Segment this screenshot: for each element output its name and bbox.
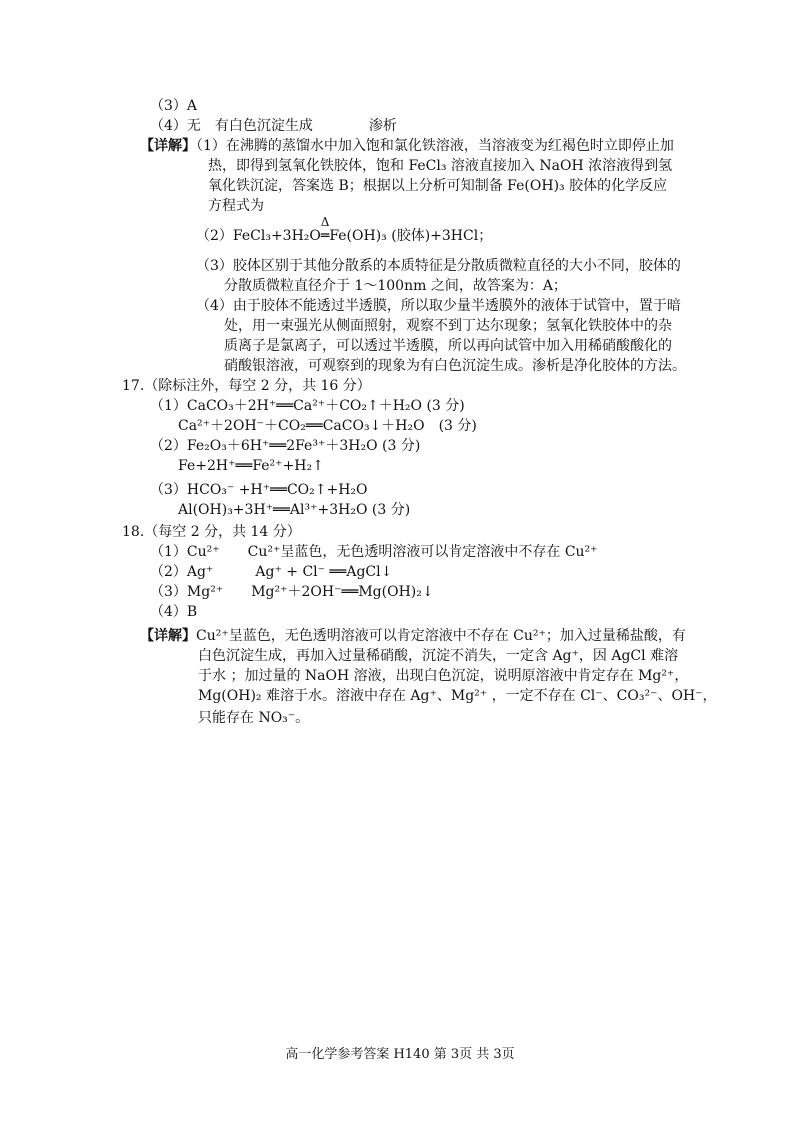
q17-header: 17.（除标注外，每空 2 分，共 16 分）: [122, 378, 371, 394]
q16-detail-4-line-3: 质离子是氯离子，可以透过半透膜，所以再向试管中加入用稀硝酸酸化的: [224, 338, 672, 354]
q16-detail-line-2: 热，即得到氢氧化铁胶体，饱和 FeCl₃ 溶液直接加入 NaOH 浓溶液得到氢: [208, 158, 673, 174]
q18-detail-line-2: 白色沉淀生成，再加入过量稀硝酸，沉淀不消失，一定含 Ag⁺，因 AgCl 难溶: [198, 648, 679, 664]
q16-detail-line-4: 方程式为: [208, 198, 264, 214]
q16-detail-line-1: 【详解】（1）在沸腾的蒸馏水中加入饱和氯化铁溶液，当溶液变为红褐色时立即停止加: [140, 138, 674, 154]
q16-equation-2: （2）FeCl₃+3H₂O Δ ═Fe(OH)₃ (胶体)+3HCl；: [196, 215, 493, 244]
page-footer: 高一化学参考答案 H140 第 3页 共 3页: [285, 1047, 515, 1062]
detail-tag: 【详解】: [140, 628, 196, 644]
q16-answer-4: （4）无 有白色沉淀生成 渗析: [150, 118, 397, 134]
q18-detail-line-1: 【详解】Cu²⁺呈蓝色，无色透明溶液可以肯定溶液中不存在 Cu²⁺；加入过量稀盐酸，有: [140, 628, 686, 644]
detail-tag: 【详解】: [140, 138, 196, 154]
q17-equation-3b: Al(OH)₃+3H⁺══Al³⁺+3H₂O (3 分): [178, 502, 411, 518]
q16-answer-3: （3）A: [150, 98, 198, 114]
q17-equation-2b: Fe+2H⁺══Fe²⁺+H₂↑: [178, 458, 324, 474]
q16-detail-line-3: 氧化铁沉淀，答案选 B；根据以上分析可知制备 Fe(OH)₃ 胶体的化学反应: [208, 178, 668, 194]
q16-detail-4-line-1: （4）由于胶体不能透过半透膜，所以取少量半透膜外的液体于试管中，置于暗: [196, 298, 681, 314]
heat-equals-sign: Δ ═: [320, 215, 330, 244]
q16-detail-4-line-4: 硝酸银溶液，可观察到的现象为有白色沉淀生成。渗析是净化胶体的方法。: [224, 358, 686, 374]
q18-answer-2: （2）Ag⁺ Ag⁺ + Cl⁻ ══AgCl↓: [150, 564, 393, 580]
q18-answer-3: （3）Mg²⁺ Mg²⁺＋2OH⁻══Mg(OH)₂↓: [150, 584, 434, 600]
q17-equation-3a: （3）HCO₃⁻ +H⁺══CO₂↑+H₂O: [150, 482, 368, 498]
q18-detail-line-5: 只能存在 NO₃⁻。: [198, 710, 310, 726]
q16-detail-3-line-1: （3）胶体区别于其他分散系的本质特征是分散质微粒直径的大小不同，胶体的: [196, 258, 681, 274]
q18-header: 18.（每空 2 分，共 14 分）: [122, 524, 301, 540]
q18-detail-line-3: 于水 ；加过量的 NaOH 溶液，出现白色沉淀，说明原溶液中肯定存在 Mg²⁺，: [198, 668, 689, 684]
q17-equation-2a: （2）Fe₂O₃＋6H⁺══2Fe³⁺＋3H₂O (3 分): [150, 438, 421, 454]
q17-equation-1b: Ca²⁺＋2OH⁻＋CO₂══CaCO₃↓＋H₂O (3 分): [178, 418, 477, 434]
q18-detail-line-4: Mg(OH)₂ 难溶于水。溶液中存在 Ag⁺、Mg²⁺ ，一定不存在 Cl⁻、CO₃²⁻、OH⁻，: [198, 688, 717, 704]
q16-detail-3-line-2: 分散质微粒直径介于 1～100nm 之间，故答案为：A；: [224, 278, 567, 294]
q18-answer-1: （1）Cu²⁺ Cu²⁺呈蓝色，无色透明溶液可以肯定溶液中不存在 Cu²⁺: [150, 544, 598, 560]
q17-equation-1a: （1）CaCO₃＋2H⁺══Ca²⁺＋CO₂↑＋H₂O (3 分): [150, 398, 465, 414]
q18-answer-4: （4）B: [150, 604, 198, 620]
q16-detail-4-line-2: 处，用一束强光从侧面照射，观察不到丁达尔现象；氢氧化铁胶体中的杂: [224, 318, 672, 334]
